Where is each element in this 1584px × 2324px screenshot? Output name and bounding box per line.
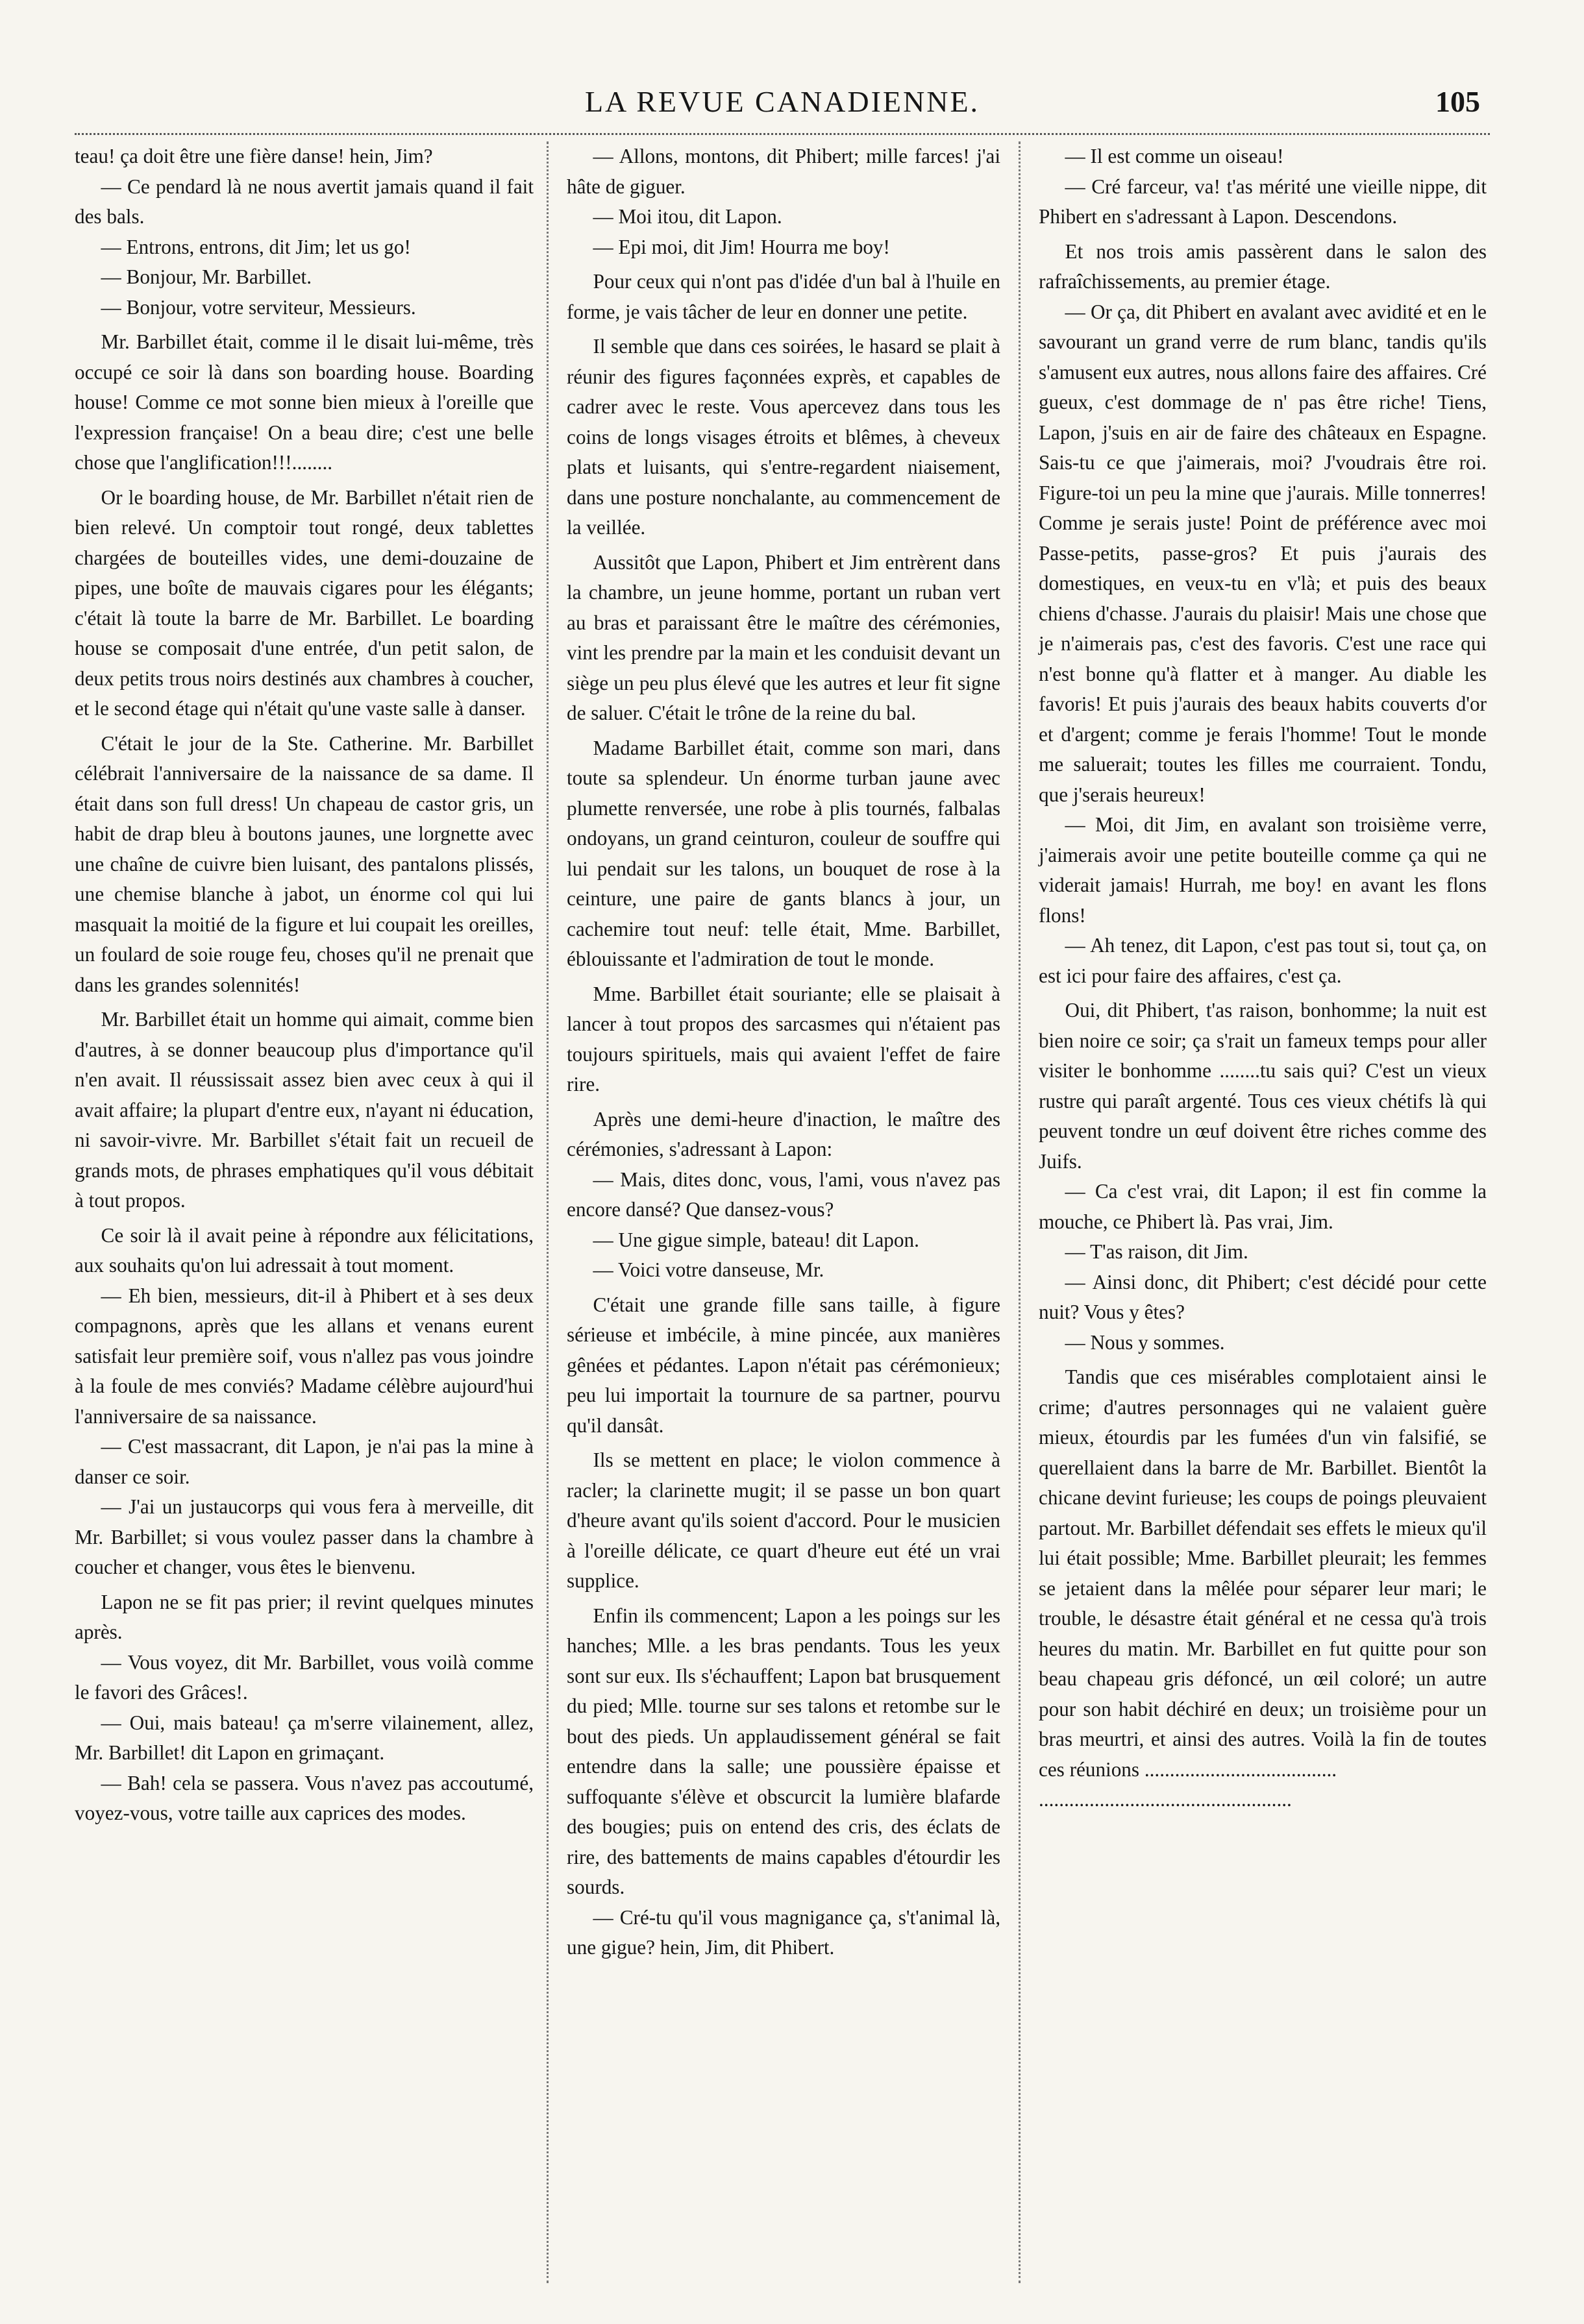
paragraph: — Mais, dites donc, vous, l'ami, vous n'avez pas encore dansé? Que dansez-vous?	[567, 1168, 1000, 1221]
paragraph: ..................................................	[1039, 1788, 1292, 1811]
paragraph: — Epi moi, dit Jim! Hourra me boy!	[593, 235, 890, 258]
paragraph: — Ainsi donc, dit Phibert; c'est décidé pour cette nuit? Vous y êtes?	[1039, 1270, 1487, 1323]
paragraph: — Entrons, entrons, dit Jim; let us go!	[101, 235, 411, 258]
running-title: LA REVUE CANADIENNE.	[584, 85, 980, 118]
column-2	[547, 141, 1019, 2283]
paragraph: Tandis que ces misérables complotaient ainsi le crime; d'autres personnages qui ne valaient guère mieux, étourdis par les fumées d'un vin falsifié, se querellaient dans la barre de Mr. Barbillet. Bientôt la chicane devint furieuse; les coups de poings pleuvaient partout. Mr. Barbillet défendait ses effets le mieux qu'il lui était possible; Mme. Barbillet pleurait; les femmes se jetaient dans la mêlée pour séparer leur mari; le trouble, le désastre était général et ne cessa qu'à trois heures du matin. Mr. Barbillet en fut quitte pour son beau chapeau gris défoncé, un œil coloré; un autre pour son habit déchiré en deux; un troisième pour un bras meurtri, et ainsi des autres. Voilà la fin de toutes ces réunions ......................................	[1039, 1365, 1487, 1781]
header-divider	[75, 133, 1490, 135]
paragraph: — Ca c'est vrai, dit Lapon; il est fin comme la mouche, ce Phibert là. Pas vrai, Jim.	[1039, 1180, 1487, 1233]
paragraph: Après une demi-heure d'inaction, le maître des cérémonies, s'adressant à Lapon:	[567, 1107, 1000, 1160]
paragraph: — Cré farceur, va! t'as mérité une vieille nippe, dit Phibert en s'adressant à Lapon. Descendons.	[1039, 175, 1487, 228]
paragraph: — Bonjour, votre serviteur, Messieurs.	[101, 295, 416, 319]
paragraph: Oui, dit Phibert, t'as raison, bonhomme; la nuit est bien noire ce soir; ça s'rait un fameux temps pour aller visiter le bonhomme ........tu sais qui? C'est un vieux rustre qui paraît argenté. Tous ces vieux chétifs là qui peuvent tondre un œuf doivent être riches comme des Juifs.	[1039, 999, 1487, 1173]
paragraph: — T'as raison, dit Jim.	[1065, 1240, 1248, 1263]
paragraph: — Vous voyez, dit Mr. Barbillet, vous voilà comme le favori des Grâces!.	[75, 1650, 534, 1704]
paragraph: Il semble que dans ces soirées, le hasard se plait à réunir des figures façonnées exprès, et capables de cadrer avec le reste. Vous apercevez dans tous les coins de longs visages étroits et blêmes, à cheveux plats et luisants, qui s'entre-regardent niaisement, dans une posture nonchalante, au commencement de la veillée.	[567, 335, 1000, 539]
paragraph: — J'ai un justaucorps qui vous fera à merveille, dit Mr. Barbillet; si vous voulez passer dans la chambre à coucher et changer, vous êtes le bienvenu.	[75, 1495, 534, 1578]
paragraph: teau! ça doit être une fière danse! hein, Jim?	[75, 145, 433, 167]
paragraph: Madame Barbillet était, comme son mari, dans toute sa splendeur. Un énorme turban jaune avec plumette renversée, une robe à plis tournés, falbalas ondoyans, un grand ceinturon, couleur de souffre qui lui pendait sur les talons, un bouquet de rose à la ceinture, une paire de gants blancs à jour, un cachemire tout neuf: telle était, Mme. Barbillet, éblouissante et l'admiration de tout le monde.	[567, 736, 1000, 970]
paragraph: — Bah! cela se passera. Vous n'avez pas accoutumé, voyez-vous, votre taille aux caprices des modes.	[75, 1771, 534, 1824]
text-columns	[75, 141, 1487, 2283]
column-1	[75, 141, 547, 2283]
paragraph: Enfin ils commencent; Lapon a les poings sur les hanches; Mlle. a les bras pendants. Tous les yeux sont sur eux. Ils s'échauffent; Lapon bat brusquement du pied; Mlle. tourne sur ses talons et retombe sur le bout des pieds. Un applaudissement général se fait entendre dans la salle; une poussière épaisse et suffoquante s'élève et obscurcit la lumière blafarde des bougies; puis on entend des cris, des éclats de rire, des battements de mains capables d'étourdir les sourds.	[567, 1604, 1000, 1898]
paragraph: Et nos trois amis passèrent dans le salon des rafraîchissements, au premier étage.	[1039, 239, 1487, 293]
page-number: 105	[1435, 85, 1480, 118]
paragraph: Pour ceux qui n'ont pas d'idée d'un bal à l'huile en forme, je vais tâcher de leur en donner une petite.	[567, 270, 1000, 323]
paragraph: — Bonjour, Mr. Barbillet.	[101, 265, 312, 288]
paragraph: — Cré-tu qu'il vous magnigance ça, s't'animal là, une gigue? hein, Jim, dit Phibert.	[567, 1905, 1000, 1959]
paragraph: C'était le jour de la Ste. Catherine. Mr. Barbillet célébrait l'anniversaire de la naissance de sa dame. Il était dans son full dress! Un chapeau de castor gris, un habit de drap bleu à boutons jaunes, une lorgnette avec une chaîne de cuivre bien luisant, des pantalons plissés, une chemise blanche à jabot, un énorme col qui lui masquait la moitié de la figure et lui coupait les oreilles, un foulard de soie rouge feu, choses qu'il ne prenait que dans les grandes solennités!	[75, 731, 534, 996]
paragraph: — Ah tenez, dit Lapon, c'est pas tout si, tout ça, on est ici pour faire des affaires, c'est ça.	[1039, 934, 1487, 987]
paragraph: — Ce pendard là ne nous avertit jamais quand il fait des bals.	[75, 175, 534, 228]
paragraph: Ils se mettent en place; le violon commence à racler; la clarinette mugit; il se passe un bon quart d'heure avant qu'ils soient d'accord. Pour le musicien à l'oreille délicate, ce quart d'heure eut été un vrai supplice.	[567, 1449, 1000, 1592]
paragraph: Mme. Barbillet était souriante; elle se plaisait à lancer à tout propos des sarcasmes qui n'étaient pas toujours spirituels, mais qui avaient l'effet de faire rire.	[567, 982, 1000, 1095]
paragraph: Mr. Barbillet était, comme il le disait lui-même, très occupé ce soir là dans son boarding house. Boarding house! Comme ce mot sonne bien mieux à l'oreille que l'expression française! On a beau dire; c'est une belle chose que l'anglification!!!........	[75, 330, 534, 474]
paragraph: Lapon ne se fit pas prier; il revint quelques minutes après.	[75, 1590, 534, 1643]
paragraph: — Allons, montons, dit Phibert; mille farces! j'ai hâte de giguer.	[567, 145, 1000, 198]
paragraph: Aussitôt que Lapon, Phibert et Jim entrèrent dans la chambre, un jeune homme, portant un ruban vert au bras et paraissant être le maître des cérémonies, vint les prendre par la main et les conduisit devant un siège un peu plus élevé que les autres et leur fit signe de saluer. C'était le trône de la reine du bal.	[567, 550, 1000, 724]
running-header	[78, 84, 1487, 130]
column-3	[1019, 141, 1487, 2283]
paragraph: — C'est massacrant, dit Lapon, je n'ai pas la mine à danser ce soir.	[75, 1435, 534, 1488]
paragraph: Ce soir là il avait peine à répondre aux félicitations, aux souhaits qu'on lui adressait à tout moment.	[75, 1223, 534, 1277]
paragraph: Mr. Barbillet était un homme qui aimait, comme bien d'autres, à se donner beaucoup plus d'importance qu'il n'en avait. Il réussissait assez bien avec ceux à qui il avait affaire; la plupart d'entre eux, n'ayant ni éducation, ni savoir-vivre. Mr. Barbillet s'était fait un recueil de grands mots, de phrases emphatiques qu'il vous débitait à tout propos.	[75, 1008, 534, 1212]
paragraph: — Il est comme un oiseau!	[1065, 145, 1284, 167]
paragraph: C'était une grande fille sans taille, à figure sérieuse et imbécile, à mine pincée, aux manières gênées et pédantes. Lapon n'était pas cérémonieux; peu lui importait la tournure de sa partner, pourvu qu'il dansât.	[567, 1293, 1000, 1437]
paragraph: Or le boarding house, de Mr. Barbillet n'était rien de bien relevé. Un comptoir tout rongé, deux tablettes chargées de bouteilles vides, une demi-douzaine de pipes, une boîte de mauvais cigares pour les élégants; c'était là toute la barre de Mr. Barbillet. Le boarding house se composait d'une entrée, d'un petit salon, de deux petits trous noirs destinés aux chambres à coucher, et le second étage qui n'était qu'une vaste salle à danser.	[75, 485, 534, 720]
paragraph: — Moi itou, dit Lapon.	[593, 205, 782, 228]
paragraph: — Nous y sommes.	[1065, 1330, 1225, 1354]
paragraph: — Eh bien, messieurs, dit-il à Phibert et à ses deux compagnons, après que les allans et venans eurent satisfait leur première soif, vous n'allez pas vous joindre à la foule de mes conviés? Madame célèbre aujourd'hui l'anniversaire de sa naissance.	[75, 1284, 534, 1428]
paragraph: — Oui, mais bateau! ça m'serre vilainement, allez, Mr. Barbillet! dit Lapon en grimaçant.	[75, 1711, 534, 1764]
paragraph: — Voici votre danseuse, Mr.	[593, 1258, 824, 1281]
paragraph: — Moi, dit Jim, en avalant son troisième verre, j'aimerais avoir une petite bouteille comme ça qui ne viderait jamais! Hurrah, me boy! en avant les flons flons!	[1039, 813, 1487, 927]
paragraph: — Or ça, dit Phibert en avalant avec avidité et en le savourant un grand verre de rum blanc, tandis qu'ils s'amusent eux autres, nous allons faire des affaires. Cré gueux, c'est dommage de n' pas être riche! Tiens, Lapon, j'suis en air de faire des châteaux en Espagne. Sais-tu ce que j'aimerais, moi? J'voudrais être roi. Figure-toi un peu la mine que j'aurais. Mille tonnerres! Comme je serais juste! Point de préférence avec moi Passe-petits, passe-gros? Et puis j'aurais des domestiques, en veux-tu en v'là; et puis des beaux chiens d'chasse. J'aurais du plaisir! Mais une chose que je n'aimerais pas, c'est des favoris. C'est une race qui n'est bonne qu'à flatter et à manger. Au diable les favoris! Et puis j'aurais des beaux habits couverts d'or et d'argent; comme je ferais l'homme! Tout le monde me saluerait; toutes les filles me courraient. Tondu, que j'serais heureux!	[1039, 300, 1487, 806]
paragraph: — Une gigue simple, bateau! dit Lapon.	[593, 1228, 919, 1251]
